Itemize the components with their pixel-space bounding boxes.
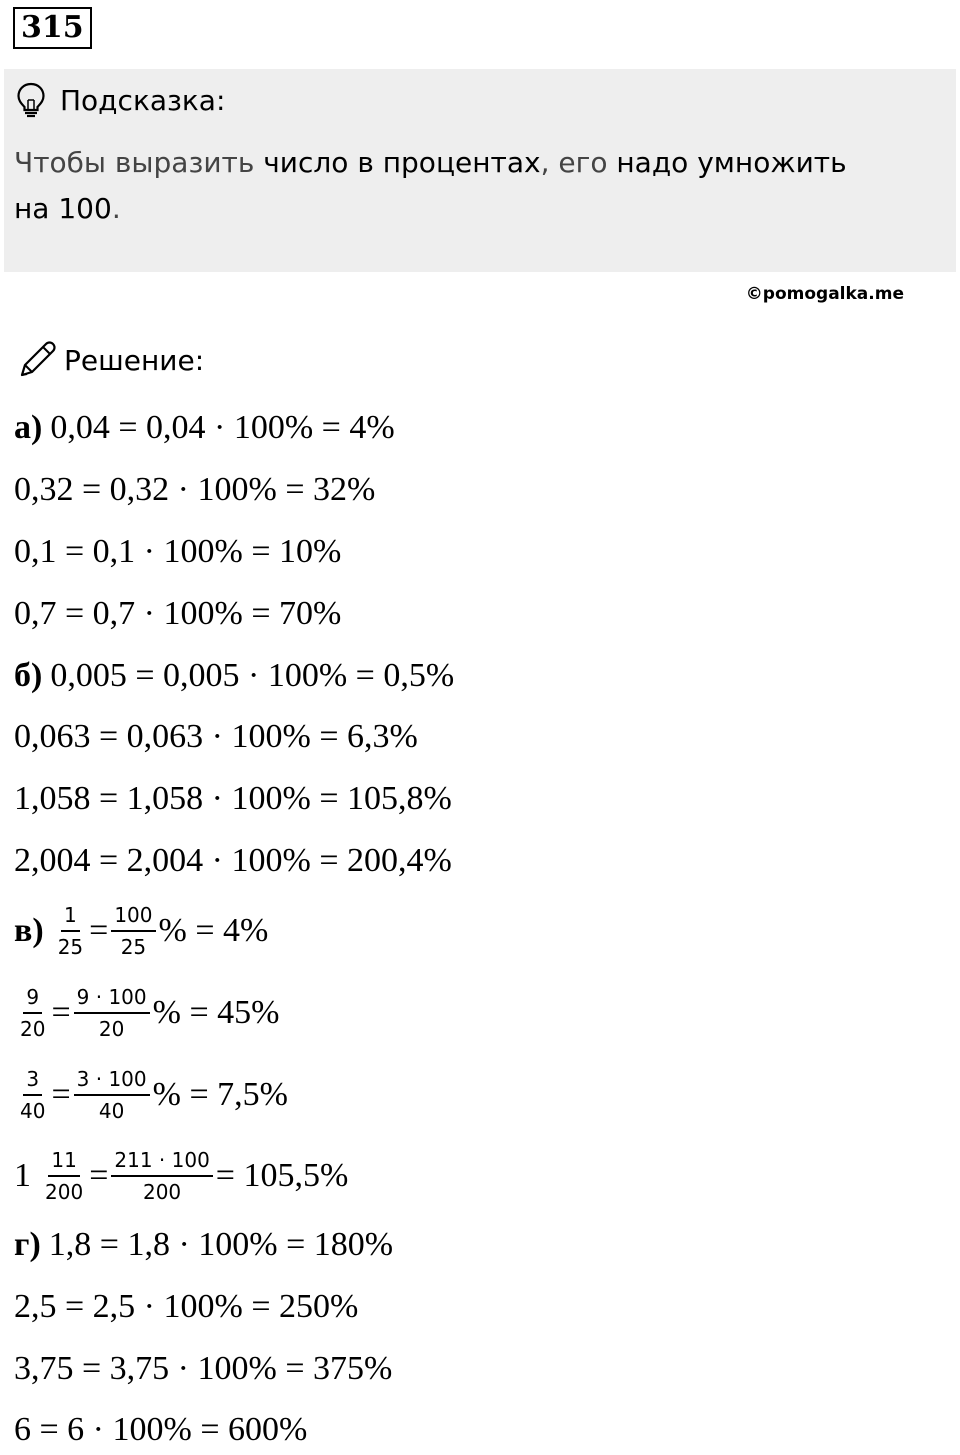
numerator: 1 — [61, 903, 80, 932]
copyright-text: ©pomogalka.me — [745, 284, 904, 304]
equals-sign: = — [51, 994, 71, 1031]
hint-text-emphasis: число в процентах — [263, 146, 541, 179]
denominator: 40 — [98, 1099, 125, 1123]
part-label-g: г) — [14, 1226, 41, 1263]
lightbulb-icon — [16, 82, 46, 118]
fraction — [111, 903, 155, 959]
hint-title: Подсказка: — [60, 83, 226, 117]
equation-tail: = 105,5% — [215, 1157, 349, 1194]
solution-line — [14, 403, 395, 453]
numerator: 3 · 100 — [74, 1067, 150, 1096]
hint-text-part: Чтобы выразить — [14, 146, 264, 179]
solution-title: Решение: — [64, 343, 205, 377]
denominator: 20 — [98, 1017, 125, 1041]
fraction — [42, 1148, 86, 1204]
hint-text-part: . — [111, 192, 121, 225]
equation: 1,058 = 1,058 · 100% = 105,8% — [14, 780, 452, 817]
pencil-icon — [16, 339, 58, 381]
solution-line — [14, 589, 341, 639]
solution-line — [14, 527, 341, 577]
solution-line — [14, 985, 280, 1041]
denominator: 40 — [20, 1099, 46, 1123]
equation: 3,75 = 3,75 · 100% = 375% — [14, 1350, 393, 1387]
equation: 1,8 = 1,8 · 100% = 180% — [48, 1226, 394, 1263]
hint-text-emphasis: надо умножить — [616, 146, 847, 179]
solution-line — [14, 1148, 349, 1204]
part-label-b: б) — [14, 657, 43, 694]
equals-sign: = — [51, 1076, 71, 1113]
numerator: 9 · 100 — [74, 985, 150, 1014]
solution-line — [14, 465, 375, 515]
numerator: 9 — [23, 985, 42, 1014]
equation: 0,7 = 0,7 · 100% = 70% — [14, 595, 342, 632]
fraction — [55, 903, 86, 959]
solution-line — [14, 1344, 392, 1394]
equation: 0,005 = 0,005 · 100% = 0,5% — [50, 657, 455, 694]
equation-tail: % = 7,5% — [152, 1076, 288, 1113]
hint-heading — [16, 78, 225, 122]
equation: 0,063 = 0,063 · 100% = 6,3% — [14, 718, 418, 755]
hint-text-emphasis: на 100 — [14, 192, 112, 225]
part-label-a: а) — [14, 409, 43, 446]
fraction — [17, 1067, 48, 1123]
fraction — [111, 1148, 212, 1204]
solution-line — [14, 1405, 307, 1455]
denominator: 20 — [20, 1017, 46, 1041]
equation: 0,32 = 0,32 · 100% = 32% — [14, 471, 376, 508]
numerator: 211 · 100 — [111, 1148, 212, 1177]
solution-line — [14, 774, 452, 824]
denominator: 25 — [120, 935, 147, 959]
hint-text-part: , его — [540, 146, 617, 179]
denominator: 25 — [57, 935, 84, 959]
equals-sign: = — [89, 1157, 109, 1194]
equation: 0,1 = 0,1 · 100% = 10% — [14, 533, 342, 570]
equation: 2,004 = 2,004 · 100% = 200,4% — [14, 842, 452, 879]
equation: 0,04 = 0,04 · 100% = 4% — [50, 409, 395, 446]
whole-part: 1 — [14, 1157, 31, 1194]
solution-line — [14, 712, 418, 762]
equation-tail: % = 45% — [152, 994, 280, 1031]
numerator: 11 — [48, 1148, 79, 1177]
solution-line — [14, 903, 269, 959]
equation: 2,5 = 2,5 · 100% = 250% — [14, 1288, 359, 1325]
equals-sign: = — [89, 912, 109, 949]
part-label-v: в) — [14, 912, 44, 949]
fraction — [74, 985, 150, 1041]
numerator: 3 — [23, 1067, 42, 1096]
denominator: 200 — [45, 1180, 84, 1204]
equation: 6 = 6 · 100% = 600% — [14, 1411, 308, 1448]
solution-heading — [16, 338, 204, 382]
solution-line — [14, 1067, 288, 1123]
solution-line — [14, 836, 452, 886]
hint-text — [14, 140, 894, 232]
numerator: 100 — [111, 903, 155, 932]
fraction — [17, 985, 48, 1041]
solution-line — [14, 1220, 393, 1270]
task-number: 315 — [13, 7, 92, 49]
equation-tail: % = 4% — [158, 912, 269, 949]
fraction — [74, 1067, 150, 1123]
solution-line — [14, 1282, 358, 1332]
denominator: 200 — [142, 1180, 182, 1204]
solution-line — [14, 651, 454, 701]
